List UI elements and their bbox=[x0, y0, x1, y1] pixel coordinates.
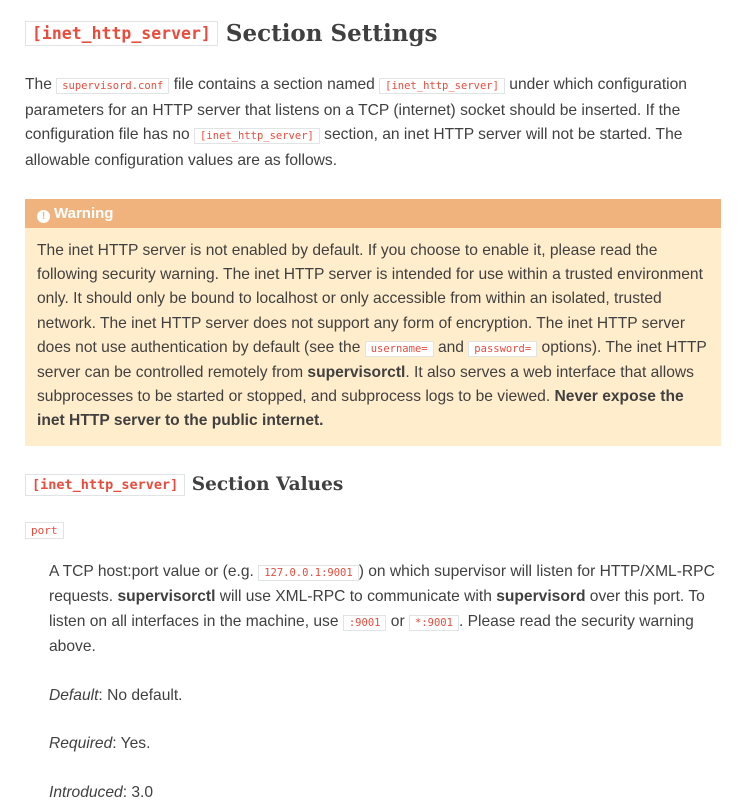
port-text-6: . Please read the security warning above. bbox=[49, 612, 694, 656]
default-value: : No default. bbox=[98, 686, 183, 704]
warning-title: Warning bbox=[54, 205, 114, 222]
exclamation-circle-icon: ! bbox=[37, 210, 50, 223]
required-label: Required bbox=[49, 735, 113, 753]
intro-text-4: section, an inet HTTP server will not be started. The allowable configuration values are as follows. bbox=[25, 126, 683, 169]
intro-code-section: [inet_http_server] bbox=[379, 78, 505, 94]
port-text-1: A TCP host:port value or (e.g. bbox=[49, 562, 259, 580]
intro-text-2: file contains a section named bbox=[169, 76, 380, 93]
port-bold-supervisord: supervisord bbox=[496, 588, 586, 606]
default-label: Default bbox=[49, 686, 99, 704]
warning-code-password: password= bbox=[468, 341, 537, 357]
section-values-heading bbox=[25, 472, 721, 498]
intro-code-section-2: [inet_http_server] bbox=[194, 128, 320, 144]
introduced-value: : 3.0 bbox=[122, 783, 154, 801]
port-introduced bbox=[49, 781, 721, 806]
port-code-localhost: 127.0.0.1:9001 bbox=[258, 565, 359, 581]
warning-text-2: and bbox=[433, 338, 469, 356]
port-text-3: will use XML-RPC to communicate with bbox=[215, 588, 497, 606]
port-description bbox=[25, 560, 721, 806]
warning-text-1: The inet HTTP server is not enabled by default. If you choose to enable it, please read the following security warning. The inet HTTP server is intended for use within a trusted environment only. It should only be bound to localhost or only accessible from within an isolated, trusted network. The inet HTTP server does not support any form of encryption. The inet HTTP server does not use authentication by default (see the bbox=[37, 242, 703, 356]
port-code-star-9001: *:9001 bbox=[409, 615, 459, 631]
port-term-code: port bbox=[25, 522, 64, 539]
warning-text-4: . It also serves a web interface that allows subprocesses to be started or stopped, and subprocess logs to be viewed. bbox=[37, 364, 694, 406]
intro-code-conf: supervisord.conf bbox=[56, 78, 169, 94]
port-required bbox=[49, 732, 721, 757]
required-value: : Yes. bbox=[112, 735, 151, 753]
warning-code-username: username= bbox=[365, 341, 434, 357]
intro-text-1: The bbox=[25, 76, 57, 93]
warning-admonition bbox=[25, 199, 721, 446]
warning-bold-never-expose: Never expose the inet HTTP server to the public internet. bbox=[37, 388, 684, 430]
port-text-4: over this port. To listen on all interfaces in the machine, use bbox=[49, 588, 705, 630]
warning-text-3: options). The inet HTTP server can be controlled remotely from bbox=[37, 338, 707, 382]
intro-paragraph bbox=[25, 73, 721, 173]
port-text-2: ) on which supervisor will listen for HTTP/XML-RPC requests. bbox=[49, 562, 715, 606]
port-paragraph bbox=[49, 560, 721, 660]
port-code-9001: :9001 bbox=[343, 615, 387, 631]
port-text-5: or bbox=[386, 612, 409, 630]
warning-paragraph bbox=[37, 239, 709, 434]
warning-bold-supervisorctl: supervisorctl bbox=[307, 364, 406, 382]
section-settings-heading bbox=[25, 0, 721, 49]
values-heading-text: Section Values bbox=[191, 473, 344, 495]
heading-code: [inet_http_server] bbox=[25, 21, 218, 46]
port-bold-supervisorctl: supervisorctl bbox=[117, 588, 216, 606]
port-term bbox=[25, 521, 721, 539]
values-heading-code: [inet_http_server] bbox=[25, 474, 185, 496]
warning-body bbox=[25, 228, 721, 446]
port-default bbox=[49, 684, 721, 709]
heading-text: Section Settings bbox=[225, 20, 438, 47]
intro-text-3: under which configuration parameters for an HTTP server that listens on a TCP (internet) socket should be inserted. If the configuration file has no bbox=[25, 76, 687, 143]
introduced-label: Introduced bbox=[49, 783, 123, 801]
warning-title-bar bbox=[25, 199, 721, 228]
